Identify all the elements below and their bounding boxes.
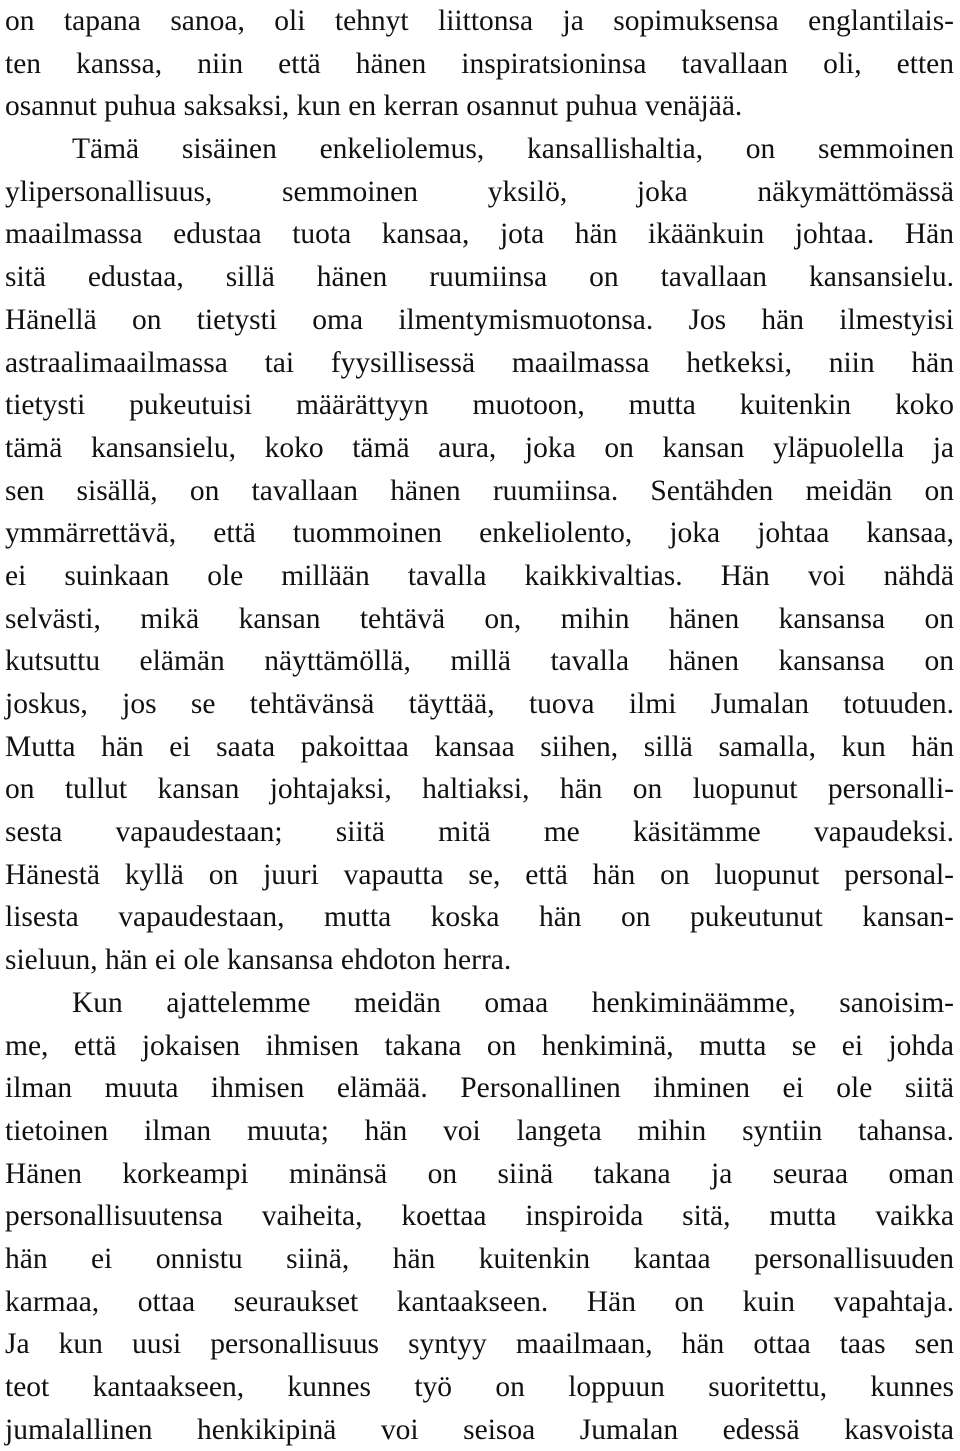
text-line: personallisuutensa vaiheita, koettaa inspiroida sitä, mutta vaikka — [5, 1200, 954, 1233]
text-line: sitä edustaa, sillä hänen ruumiinsa on tavallaan kansansielu. — [5, 261, 954, 294]
text-line: jumalallinen henkikipinä voi seisoa Jumalan edessä kasvoista — [5, 1413, 954, 1446]
text-line: ymmärrettävä, että tuommoinen enkeliolento, joka johtaa kansaa, — [5, 517, 954, 550]
text-line: tietoinen ilman muuta; hän voi langeta mihin syntiin tahansa. — [5, 1114, 954, 1147]
paragraph-2 — [5, 128, 954, 982]
text-line: osannut puhua saksaksi, kun en kerran osannut puhua venäjää. — [5, 90, 743, 123]
text-line: on tullut kansan johtajaksi, haltiaksi, hän on luopunut personalli- — [5, 773, 954, 806]
text-line: Kun ajattelemme meidän omaa henkiminäämme, sanoisim- — [72, 986, 954, 1019]
text-line: teot kantaakseen, kunnes työ on loppuun suoritettu, kunnes — [5, 1371, 954, 1403]
paragraph-1 — [5, 0, 954, 128]
text-line: karmaa, ottaa seuraukset kantaakseen. Hän on kuin vapahtaja. — [5, 1285, 954, 1318]
text-line: Hänestä kyllä on juuri vapautta se, että hän on luopunut personal- — [5, 858, 954, 891]
text-line: sesta vapaudestaan; siitä mitä me käsitämme vapaudeksi. — [5, 816, 954, 849]
text-line: tietysti pukeutuisi määrättyyn muotoon, mutta kuitenkin koko — [5, 389, 954, 422]
text-line: Tämä sisäinen enkeliolemus, kansallishaltia, on semmoinen — [72, 133, 954, 166]
text-line: me, että jokaisen ihmisen takana on henkiminä, mutta se ei johda — [5, 1029, 954, 1062]
text-line: on tapana sanoa, oli tehnyt liittonsa ja sopimuksensa englantilais- — [5, 5, 954, 37]
text-line: ten kanssa, niin että hänen inspiratsioninsa tavallaan oli, etten — [5, 47, 954, 80]
text-line: lisesta vapaudestaan, mutta koska hän on pukeutunut kansan- — [5, 901, 954, 934]
text-line: maailmassa edustaa tuota kansaa, jota hän ikäänkuin johtaa. Hän — [5, 218, 954, 251]
text-line: Ja kun uusi personallisuus syntyy maailmaan, hän ottaa taas sen — [5, 1328, 954, 1361]
text-line: ilman muuta ihmisen elämää. Personallinen ihminen ei ole siitä — [5, 1072, 954, 1105]
text-line: hän ei onnistu siinä, hän kuitenkin kantaa personallisuuden — [5, 1242, 954, 1275]
text-line: Hänellä on tietysti oma ilmentymismuotonsa. Jos hän ilmestyisi — [5, 303, 954, 336]
text-line: kutsuttu elämän näyttämöllä, millä tavalla hänen kansansa on — [5, 645, 954, 678]
text-line: joskus, jos se tehtävänsä täyttää, tuova ilmi Jumalan totuuden. — [5, 688, 954, 720]
text-line: ylipersonallisuus, semmoinen yksilö, joka näkymättömässä — [5, 175, 954, 208]
text-line: sieluun, hän ei ole kansansa ehdoton herra. — [5, 944, 512, 977]
text-line: astraalimaailmassa tai fyysillisessä maailmassa hetkeksi, niin hän — [5, 346, 954, 379]
text-line: ei suinkaan ole millään tavalla kaikkivaltias. Hän voi nähdä — [5, 559, 954, 592]
paragraph-3 — [5, 982, 954, 1451]
text-line: selvästi, mikä kansan tehtävä on, mihin hänen kansansa on — [5, 602, 954, 635]
text-line: tämä kansansielu, koko tämä aura, joka on kansan yläpuolella ja — [5, 431, 954, 464]
text-line: Mutta hän ei saata pakoittaa kansaa siihen, sillä samalla, kun hän — [5, 730, 954, 763]
text-line: Hänen korkeampi minänsä on siinä takana ja seuraa oman — [5, 1157, 954, 1190]
text-line: sen sisällä, on tavallaan hänen ruumiinsa. Sentähden meidän on — [5, 474, 954, 507]
